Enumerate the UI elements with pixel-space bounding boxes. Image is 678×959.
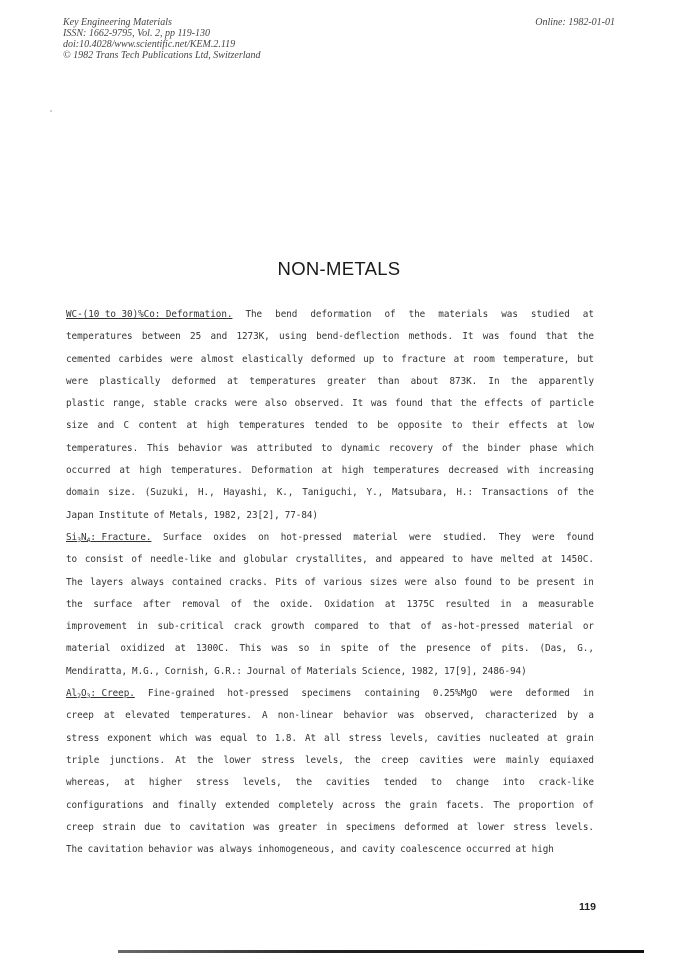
abstract-heading: $Al_2O_3$: Creep.	[66, 688, 135, 701]
scan-speck	[50, 110, 52, 112]
abstract-2-line: to consist of needle-like and globular crystallites, and appeared to have melted at 1450C.	[66, 554, 594, 566]
section-title: NON-METALS	[277, 258, 401, 279]
abstract-3-line: triple junctions. At the lower stress levels, the creep cavities were mainly equiaxed	[66, 754, 594, 766]
online-date: Online: 1982-01-01	[535, 17, 615, 28]
abstract-2-line: material oxidized at 1300C. This was so in spite of the presence of pits. (Das, G.,	[66, 643, 594, 655]
abstract-3-line: configurations and finally extended completely across the grain facets. The proportion of	[66, 799, 594, 811]
abstract-3-line: whereas, at higher stress levels, the cavities tended to change into crack-like	[66, 777, 594, 789]
abstract-1-line: temperatures between 25 and 1273K, using bend-deflection methods. It was found that the	[66, 331, 594, 343]
abstract-1-line: were plastically deformed at temperatures greater than about 873K. In the apparently	[66, 375, 594, 387]
abstract-2-line: $Si_3N_4$: Fracture. Surface oxides on hot-pressed material were studied. They were found	[66, 527, 594, 549]
page-number: 119	[579, 901, 596, 913]
abstract-2-line: Mendiratta, M.G., Cornish, G.R.: Journal of Materials Science, 1982, 17[9], 2486-94)	[66, 665, 527, 677]
abstract-heading: $Si_3N_4$: Fracture.	[66, 531, 152, 544]
doi-line: doi:10.4028/www.scientific.net/KEM.2.119	[63, 39, 236, 50]
abstract-1-line: size and C content at high temperatures tended to be opposite to their effects at low	[66, 420, 594, 432]
abstract-3-line: The cavitation behavior was always inhomogeneous, and cavity coalescence occurred at high	[66, 844, 554, 856]
abstract-1-line: Japan Institute of Metals, 1982, 23[2], 77-84)	[66, 509, 318, 521]
copyright-line: © 1982 Trans Tech Publications Ltd, Switzerland	[63, 50, 261, 61]
abstract-3-line: $Al_2O_3$: Creep. Fine-grained hot-pressed specimens containing 0.25%MgO were deformed in	[66, 683, 594, 705]
footer-rule	[118, 950, 644, 953]
abstract-2-line: the surface after removal of the oxide. Oxidation at 1375C resulted in a measurable	[66, 598, 594, 610]
abstract-heading: WC-(10 to 30)%Co: Deformation.	[66, 309, 233, 320]
abstract-1-line: cemented carbides were almost elastically deformed up to fracture at room temperature, but	[66, 353, 594, 365]
abstract-2-line: improvement in sub-critical crack growth compared to that of as-hot-pressed material or	[66, 621, 594, 633]
abstract-1-line: occurred at high temperatures. Deformation at high temperatures decreased with increasing	[66, 465, 594, 477]
abstract-3-line: creep at elevated temperatures. A non-linear behavior was observed, characterized by a	[66, 710, 594, 722]
abstract-1-line: WC-(10 to 30)%Co: Deformation. The bend deformation of the materials was studied at	[66, 304, 594, 326]
abstract-3-line: creep strain due to cavitation was greater in specimens deformed at lower stress levels.	[66, 821, 594, 833]
abstract-2-line: The layers always contained cracks. Pits of various sizes were also found to be present in	[66, 576, 594, 588]
abstract-3-line: stress exponent which was equal to 1.8. At all stress levels, cavities nucleated at grain	[66, 732, 594, 744]
journal-name: Key Engineering Materials	[63, 17, 172, 28]
abstract-1-line: plastic range, stable cracks were also observed. It was found that the effects of particle	[66, 398, 594, 410]
abstract-1-line: domain size. (Suzuki, H., Hayashi, K., Taniguchi, Y., Matsubara, H.: Transactions of the	[66, 487, 594, 499]
issn-line: ISSN: 1662-9795, Vol. 2, pp 119-130	[63, 28, 211, 39]
abstract-1-line: temperatures. This behavior was attributed to dynamic recovery of the binder phase which	[66, 442, 594, 454]
journal-header	[63, 17, 261, 61]
abstracts-body	[66, 304, 594, 861]
